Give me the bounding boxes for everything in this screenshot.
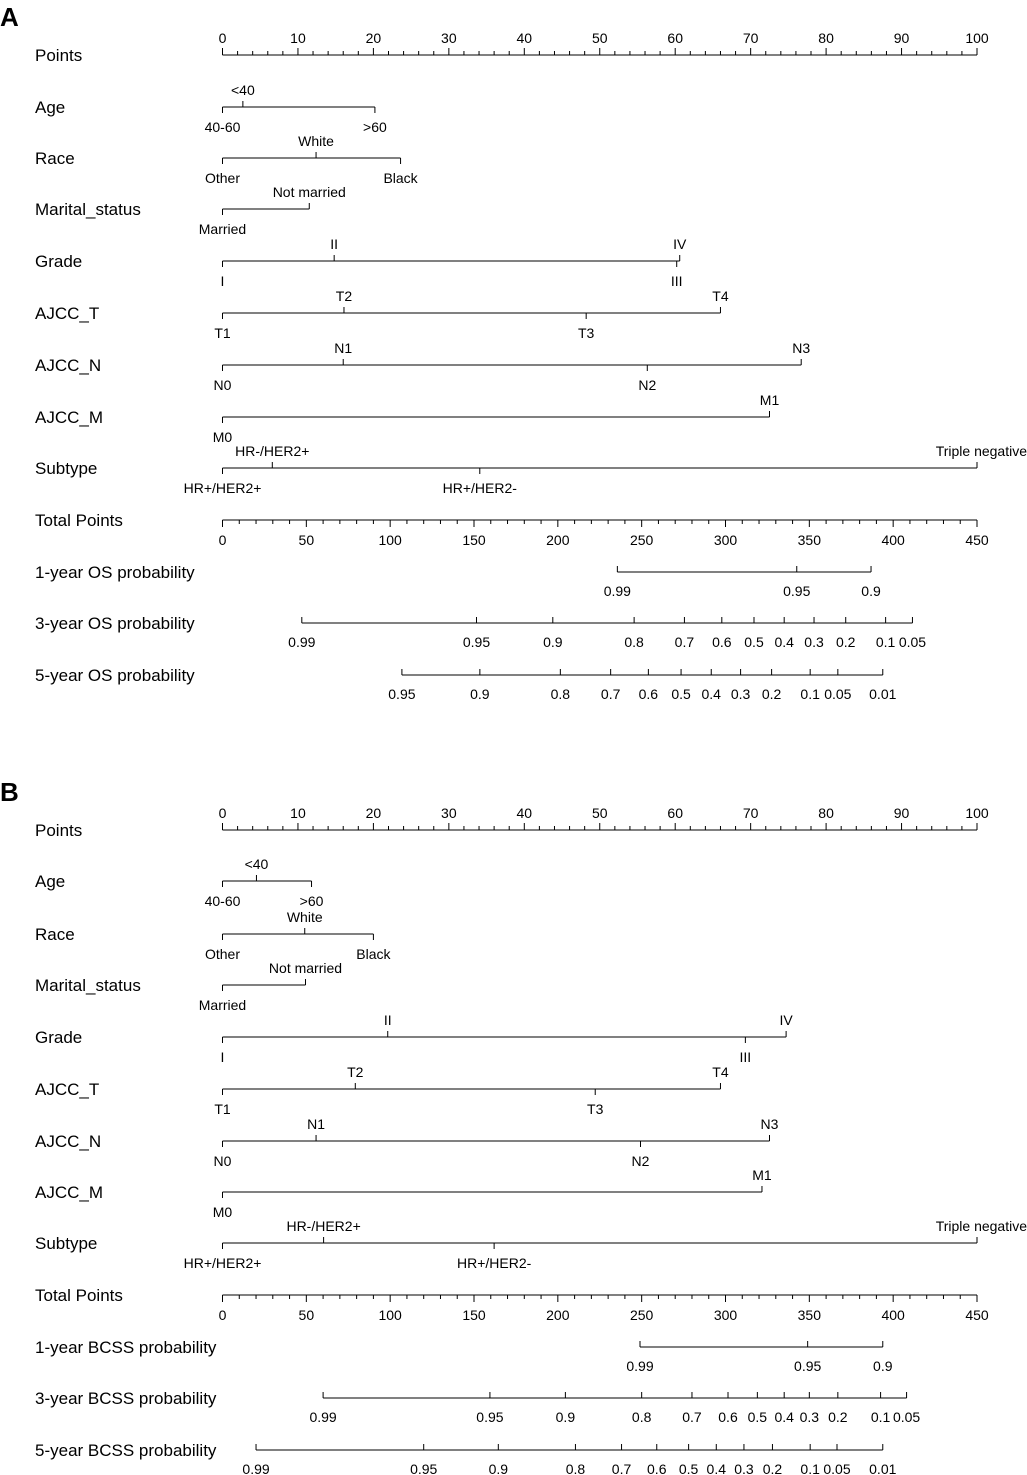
category-label: III: [670, 273, 683, 289]
probability-tick-label: 0.7: [600, 686, 621, 702]
probability-tick-label: 0.4: [706, 1461, 727, 1475]
probability-tick-label: 0.01: [869, 1461, 897, 1475]
category-label: 40-60: [204, 893, 241, 909]
variable-label: Marital_status: [35, 976, 141, 995]
category-label: >60: [299, 893, 324, 909]
probability-tick-label: 0.3: [730, 686, 751, 702]
probability-tick-label: 0.95: [410, 1461, 438, 1475]
category-label: <40: [230, 82, 255, 98]
probability-axis-label: 5-year BCSS probability: [35, 1441, 217, 1460]
points-tick-label: 50: [591, 30, 608, 46]
points-tick-label: 20: [365, 30, 382, 46]
probability-tick-label: 0.7: [674, 634, 695, 650]
points-tick-label: 90: [893, 805, 910, 821]
variable-label: AJCC_M: [35, 408, 104, 427]
total-points-tick-label: 400: [881, 1307, 905, 1323]
category-label: N3: [792, 340, 811, 356]
category-label: HR-/HER2+: [235, 443, 310, 459]
probability-tick-label: 0.05: [898, 634, 927, 650]
points-tick-label: 70: [742, 30, 759, 46]
total-points-tick-label: 200: [546, 1307, 570, 1323]
variable-label: AJCC_N: [35, 1132, 102, 1151]
category-label: II: [330, 236, 339, 252]
points-tick-label: 50: [591, 805, 608, 821]
probability-tick-label: 0.9: [543, 634, 563, 650]
total-points-tick-label: 350: [797, 532, 822, 548]
probability-tick-label: 0.6: [647, 1461, 667, 1475]
probability-tick-label: 0.6: [638, 686, 659, 702]
category-label: <40: [244, 856, 269, 872]
category-label: T3: [587, 1101, 604, 1117]
category-label: HR-/HER2+: [286, 1218, 361, 1234]
category-label: II: [383, 1012, 392, 1028]
points-tick-label: 60: [667, 30, 683, 46]
category-label: M1: [759, 392, 780, 408]
probability-tick-label: 0.4: [774, 1409, 794, 1425]
category-label: White: [298, 133, 334, 149]
variable-label: Age: [35, 98, 66, 117]
category-label: 40-60: [204, 119, 241, 135]
probability-tick-label: 0.2: [762, 1461, 783, 1475]
category-label: N0: [213, 377, 232, 393]
total-points-tick-label: 250: [629, 1307, 654, 1323]
total-points-tick-label: 50: [298, 1307, 315, 1323]
variable-label: Grade: [35, 1028, 83, 1047]
total-points-tick-label: 200: [546, 532, 570, 548]
probability-tick-label: 0.5: [671, 686, 691, 702]
total-points-tick-label: 100: [378, 1307, 402, 1323]
category-label: N2: [631, 1153, 650, 1169]
probability-axis-label: 1-year BCSS probability: [35, 1338, 217, 1357]
probability-tick-label: 0.5: [678, 1461, 699, 1475]
probability-tick-label: 0.3: [799, 1409, 820, 1425]
probability-tick-label: 0.9: [470, 686, 490, 702]
probability-tick-label: 0.05: [823, 1461, 851, 1475]
points-tick-label: 80: [818, 30, 834, 46]
variable-label: Race: [35, 149, 75, 168]
category-label: T4: [712, 288, 729, 304]
panel-letter: A: [0, 2, 19, 32]
total-points-tick-label: 250: [629, 532, 654, 548]
category-label: N1: [307, 1116, 326, 1132]
probability-tick-label: 0.1: [800, 686, 820, 702]
probability-tick-label: 0.9: [488, 1461, 509, 1475]
total-points-axis-label: Total Points: [35, 1286, 123, 1305]
total-points-tick-label: 50: [298, 532, 315, 548]
total-points-tick-label: 100: [378, 532, 402, 548]
points-tick-label: 40: [516, 805, 533, 821]
probability-tick-label: 0.5: [747, 1409, 768, 1425]
category-label: N2: [638, 377, 657, 393]
category-label: IV: [779, 1012, 793, 1028]
category-label: Black: [356, 946, 391, 962]
probability-tick-label: 0.4: [774, 634, 794, 650]
probability-tick-label: 0.99: [603, 583, 631, 599]
probability-tick-label: 0.95: [462, 634, 491, 650]
variable-label: Race: [35, 925, 75, 944]
category-label: Other: [204, 170, 241, 186]
probability-tick-label: 0.8: [624, 634, 644, 650]
probability-tick-label: 0.95: [794, 1358, 822, 1374]
total-points-tick-label: 350: [797, 1307, 822, 1323]
category-label: T2: [335, 288, 353, 304]
points-tick-label: 10: [290, 30, 306, 46]
points-tick-label: 30: [441, 805, 457, 821]
variable-label: AJCC_T: [35, 304, 100, 323]
probability-tick-label: 0.1: [800, 1461, 820, 1475]
points-tick-label: 0: [218, 30, 227, 46]
category-label: N0: [213, 1153, 232, 1169]
category-label: Black: [383, 170, 418, 186]
probability-tick-label: 0.6: [712, 634, 732, 650]
points-axis-label: Points: [35, 46, 83, 65]
category-label: HR+/HER2+: [183, 1255, 262, 1271]
category-label: Married: [198, 221, 247, 237]
probability-tick-label: 0.3: [734, 1461, 754, 1475]
category-label: HR+/HER2-: [456, 1255, 532, 1271]
probability-tick-label: 0.9: [861, 583, 881, 599]
probability-tick-label: 0.2: [761, 686, 782, 702]
total-points-tick-label: 150: [462, 1307, 486, 1323]
probability-tick-label: 0.05: [824, 686, 852, 702]
category-label: N1: [334, 340, 353, 356]
probability-tick-label: 0.99: [288, 634, 316, 650]
category-label: Not married: [268, 960, 343, 976]
points-tick-label: 70: [742, 805, 759, 821]
probability-tick-label: 0.7: [682, 1409, 702, 1425]
category-label: Not married: [272, 184, 346, 200]
probability-tick-label: 0.05: [892, 1409, 921, 1425]
category-label: Other: [204, 946, 241, 962]
points-tick-label: 100: [965, 805, 989, 821]
probability-tick-label: 0.5: [744, 634, 764, 650]
points-tick-label: 80: [818, 805, 834, 821]
category-label: I: [220, 273, 225, 289]
probability-tick-label: 0.7: [611, 1461, 632, 1475]
total-points-tick-label: 450: [965, 532, 989, 548]
probability-tick-label: 0.8: [631, 1409, 652, 1425]
points-tick-label: 40: [516, 30, 533, 46]
category-label: T3: [577, 325, 595, 341]
category-label: III: [739, 1049, 752, 1065]
probability-axis-label: 3-year OS probability: [35, 614, 195, 633]
total-points-tick-label: 300: [713, 532, 738, 548]
category-label: HR+/HER2-: [442, 480, 517, 496]
points-tick-label: 90: [893, 30, 910, 46]
category-label: M0: [212, 1204, 233, 1220]
probability-tick-label: 0.9: [555, 1409, 576, 1425]
probability-tick-label: 0.95: [783, 583, 811, 599]
category-label: M1: [752, 1167, 772, 1183]
probability-axis-label: 1-year OS probability: [35, 563, 195, 582]
total-points-axis-label: Total Points: [35, 511, 123, 530]
variable-label: Subtype: [35, 1234, 98, 1253]
category-label: White: [286, 909, 323, 925]
total-points-tick-label: 300: [713, 1307, 738, 1323]
category-label: N3: [760, 1116, 779, 1132]
panel-letter: B: [0, 777, 19, 807]
points-tick-label: 10: [290, 805, 306, 821]
category-label: T1: [214, 325, 231, 341]
category-label: HR+/HER2+: [183, 480, 262, 496]
category-label: T2: [347, 1064, 364, 1080]
probability-tick-label: 0.99: [626, 1358, 654, 1374]
variable-label: AJCC_T: [35, 1080, 100, 1099]
probability-tick-label: 0.8: [550, 686, 571, 702]
points-tick-label: 30: [441, 30, 457, 46]
probability-tick-label: 0.8: [565, 1461, 586, 1475]
probability-tick-label: 0.2: [828, 1409, 848, 1425]
probability-tick-label: 0.99: [242, 1461, 270, 1475]
variable-label: Marital_status: [35, 200, 141, 219]
probability-tick-label: 0.99: [309, 1409, 337, 1425]
category-label: I: [220, 1049, 225, 1065]
category-label: IV: [673, 236, 687, 252]
probability-tick-label: 0.95: [476, 1409, 504, 1425]
category-label: >60: [363, 119, 387, 135]
points-tick-label: 100: [965, 30, 989, 46]
total-points-tick-label: 400: [881, 532, 905, 548]
probability-tick-label: 0.1: [870, 1409, 891, 1425]
points-axis-label: Points: [35, 821, 83, 840]
total-points-tick-label: 0: [218, 532, 227, 548]
points-tick-label: 0: [218, 805, 227, 821]
probability-tick-label: 0.95: [388, 686, 416, 702]
category-label: T1: [214, 1101, 231, 1117]
category-label: Triple negative: [935, 443, 1027, 459]
variable-label: Age: [35, 872, 66, 891]
probability-tick-label: 0.1: [875, 634, 896, 650]
probability-tick-label: 0.01: [869, 686, 897, 702]
variable-label: AJCC_N: [35, 356, 102, 375]
probability-tick-label: 0.4: [701, 686, 721, 702]
category-label: Triple negative: [935, 1218, 1027, 1234]
total-points-tick-label: 0: [218, 1307, 227, 1323]
probability-tick-label: 0.9: [873, 1358, 893, 1374]
total-points-tick-label: 450: [965, 1307, 989, 1323]
points-tick-label: 20: [365, 805, 382, 821]
variable-label: Subtype: [35, 459, 98, 478]
category-label: Married: [198, 997, 247, 1013]
probability-tick-label: 0.2: [835, 634, 856, 650]
variable-label: AJCC_M: [35, 1183, 104, 1202]
category-label: T4: [712, 1064, 729, 1080]
probability-tick-label: 0.3: [804, 634, 824, 650]
total-points-tick-label: 150: [462, 532, 486, 548]
points-tick-label: 60: [667, 805, 683, 821]
category-label: M0: [212, 429, 233, 445]
variable-label: Grade: [35, 252, 83, 271]
probability-tick-label: 0.6: [718, 1409, 738, 1425]
probability-axis-label: 3-year BCSS probability: [35, 1389, 217, 1408]
probability-axis-label: 5-year OS probability: [35, 666, 195, 685]
